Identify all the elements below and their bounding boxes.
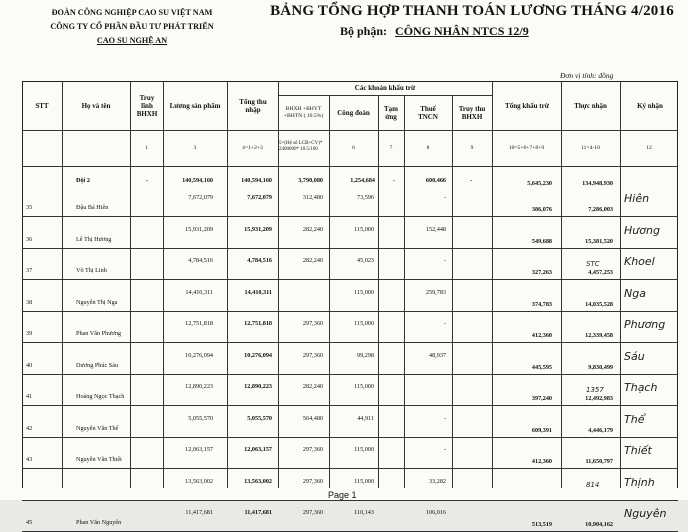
row-name: Đậu Bá Hiên bbox=[76, 204, 109, 211]
index-thuc-nhan: 11=4-10 bbox=[581, 144, 600, 151]
signature: Hiên bbox=[624, 192, 650, 205]
row-tong-thu-nhap: 7,672,079 bbox=[247, 194, 272, 201]
department-line bbox=[340, 24, 529, 39]
grid-line bbox=[62, 81, 63, 489]
header-cong-doan: Công đoàn bbox=[337, 108, 370, 117]
row-tong-khau-tru: 412,360 bbox=[531, 332, 552, 339]
row-cong-doan: 45,023 bbox=[356, 257, 374, 264]
row-bhxh: 282,240 bbox=[302, 257, 323, 264]
grid-line bbox=[22, 248, 678, 249]
row-thue: - bbox=[443, 257, 446, 264]
row-stt: 41 bbox=[26, 393, 33, 400]
signature: Thể bbox=[624, 412, 645, 426]
row-tong-khau-tru: 374,783 bbox=[531, 300, 552, 308]
row-stt: 42 bbox=[26, 424, 33, 432]
grid-line bbox=[22, 311, 678, 312]
department-label: Bộ phận: bbox=[340, 24, 388, 38]
row-name: Lê Thị Hương bbox=[76, 235, 112, 243]
grid-line bbox=[22, 166, 678, 167]
grid-line bbox=[22, 405, 678, 406]
row-bhxh: 297,360 bbox=[302, 351, 323, 359]
row-name: Hoàng Ngọc Thạch bbox=[76, 393, 125, 400]
row-luong-san-pham: 12,063,157 bbox=[185, 446, 213, 453]
row-stt: 40 bbox=[26, 361, 33, 369]
row-thuc-nhan: 7,286,003 bbox=[588, 206, 613, 213]
index-luong-san-pham: 3 bbox=[193, 144, 197, 151]
signature: Khoel bbox=[624, 255, 655, 268]
signature: Thiết bbox=[624, 444, 652, 457]
index-tam-ung: 7 bbox=[389, 144, 393, 151]
index-thue: 8 bbox=[426, 144, 430, 151]
signature: Nga bbox=[624, 286, 646, 300]
team-tong-thu-nhap: 140,594,160 bbox=[241, 177, 272, 184]
row-luong-san-pham: 5,055,570 bbox=[188, 414, 213, 422]
grid-line bbox=[22, 216, 678, 217]
row-tong-thu-nhap: 10,276,094 bbox=[244, 351, 272, 359]
row-thuc-nhan: 12,339,458 bbox=[585, 332, 613, 339]
signature: Nguyên bbox=[624, 507, 667, 520]
row-thuc-nhan: 10,904,162 bbox=[585, 521, 613, 528]
department-value: CÔNG NHÂN NTCS 12/9 bbox=[395, 24, 529, 38]
row-bhxh: 297,360 bbox=[302, 446, 323, 453]
index-tong-thu-nhap: 4=1+2+3 bbox=[242, 144, 263, 151]
row-luong-san-pham: 12,890,223 bbox=[185, 383, 213, 390]
handwritten-note: STC bbox=[586, 260, 600, 268]
row-cong-doan: 115,000 bbox=[354, 225, 374, 233]
row-luong-san-pham: 14,410,311 bbox=[185, 288, 213, 296]
row-thue: - bbox=[443, 194, 446, 201]
header-khau-tru-group: Các khoản khấu trừ bbox=[354, 84, 416, 92]
row-thuc-nhan: 11,650,797 bbox=[585, 458, 613, 465]
signature: Thịnh bbox=[624, 475, 655, 489]
row-luong-san-pham: 15,931,209 bbox=[185, 225, 213, 233]
index-truy-thu: 9 bbox=[470, 144, 474, 151]
currency-unit-note: Đơn vị tính: đồng bbox=[560, 71, 614, 80]
team-name: Đội 2 bbox=[76, 177, 90, 184]
header-ky-nhan: Ký nhận bbox=[637, 101, 663, 110]
row-stt: 37 bbox=[26, 267, 33, 274]
row-tong-thu-nhap: 5,055,570 bbox=[247, 414, 272, 422]
grid-line bbox=[22, 279, 678, 280]
row-bhxh: 297,360 bbox=[302, 509, 323, 516]
team-tam-ung: - bbox=[393, 177, 396, 184]
row-luong-san-pham: 10,276,094 bbox=[185, 351, 213, 359]
header-tong-khau-tru: Tổng khấu trừ bbox=[505, 101, 549, 110]
header-truy-linh: Truy lĩnh BHXH bbox=[136, 93, 158, 118]
handwritten-note: 814 bbox=[586, 480, 600, 489]
index-truy-linh: 1 bbox=[145, 144, 148, 151]
row-bhxh: 297,360 bbox=[302, 477, 323, 485]
signature: Thạch bbox=[624, 381, 658, 394]
row-tong-thu-nhap: 12,751,818 bbox=[244, 320, 272, 327]
row-thue: - bbox=[443, 446, 446, 453]
header-tong-thu-nhap: Tổng thu nhập bbox=[239, 97, 267, 114]
organization-header bbox=[22, 6, 242, 48]
row-bhxh: 297,360 bbox=[302, 320, 323, 327]
row-stt: 36 bbox=[26, 235, 33, 243]
row-luong-san-pham: 4,784,516 bbox=[188, 257, 213, 264]
header-tam-ung: Tạm ứng bbox=[384, 104, 398, 121]
row-cong-doan: 115,000 bbox=[354, 320, 374, 327]
grid-line bbox=[22, 468, 678, 469]
row-name: Dương Phúc Sáu bbox=[76, 361, 119, 369]
row-thue: 106,016 bbox=[425, 509, 446, 516]
row-luong-san-pham: 7,672,079 bbox=[188, 194, 213, 201]
row-tong-khau-tru: 412,360 bbox=[531, 458, 552, 465]
row-thuc-nhan: 15,381,520 bbox=[585, 237, 613, 245]
row-tong-thu-nhap: 14,410,311 bbox=[244, 288, 272, 296]
document-title: BẢNG TỔNG HỢP THANH TOÁN LƯƠNG THÁNG 4/2016 bbox=[270, 3, 674, 19]
row-thuc-nhan: 4,457,253 bbox=[588, 269, 613, 276]
org-line-3: CAO SU NGHỆ AN bbox=[96, 36, 168, 45]
row-bhxh: 282,240 bbox=[302, 383, 323, 390]
grid-line bbox=[22, 374, 678, 375]
org-line-1: ĐOÀN CÔNG NGHIỆP CAO SU VIỆT NAM bbox=[51, 8, 213, 17]
header-truy-thu: Truy thu BHXH bbox=[458, 104, 486, 121]
row-cong-doan: 115,000 bbox=[354, 288, 374, 296]
index-cong-doan: 6 bbox=[352, 144, 355, 151]
row-cong-doan: 73,596 bbox=[356, 194, 374, 201]
row-name: Nguyễn Văn Thiết bbox=[76, 456, 122, 463]
row-stt: 45 bbox=[26, 519, 33, 526]
row-stt: 39 bbox=[26, 330, 33, 337]
grid-line bbox=[22, 437, 678, 438]
team-cong-doan: 1,254,684 bbox=[350, 177, 375, 184]
row-thuc-nhan: 14,035,528 bbox=[585, 300, 613, 308]
header-thue: Thuế TNCN bbox=[418, 104, 438, 121]
row-cong-doan: 115,000 bbox=[354, 477, 374, 485]
org-line-2: CÔNG TY CỔ PHẦN ĐẦU TƯ PHÁT TRIỂN bbox=[50, 22, 214, 31]
row-cong-doan: 110,143 bbox=[354, 509, 374, 516]
header-stt: STT bbox=[35, 101, 49, 110]
row-thue: 152,448 bbox=[425, 225, 446, 233]
row-luong-san-pham: 12,751,818 bbox=[185, 320, 213, 327]
row-tong-thu-nhap: 13,563,002 bbox=[244, 477, 272, 485]
row-tong-khau-tru: 609,391 bbox=[531, 426, 552, 434]
signature: Sáu bbox=[624, 349, 645, 363]
row-name: Phan Văn Phương bbox=[76, 330, 122, 337]
row-name: Nguyễn Thị Nga bbox=[76, 298, 118, 306]
header-luong-san-pham: Lương sản phẩm bbox=[169, 101, 221, 110]
row-bhxh: 564,480 bbox=[302, 414, 323, 422]
row-bhxh: 282,240 bbox=[302, 225, 323, 233]
row-thuc-nhan: 9,830,499 bbox=[588, 363, 613, 371]
header-thuc-nhan: Thực nhận bbox=[574, 101, 607, 110]
row-cong-doan: 44,911 bbox=[357, 414, 374, 422]
row-tong-khau-tru: 397,240 bbox=[531, 395, 552, 402]
team-tong-khau-tru: 5,645,230 bbox=[527, 180, 552, 187]
row-cong-doan: 115,000 bbox=[354, 383, 374, 390]
index-bhxh: 5=(Hệ số LCB+CV)* 2400000* 10.5/100 bbox=[279, 141, 323, 152]
row-tong-thu-nhap: 15,931,209 bbox=[244, 225, 272, 233]
row-name: Phan Văn Nguyên bbox=[76, 519, 122, 526]
row-tong-khau-tru: 513,519 bbox=[531, 521, 552, 528]
row-luong-san-pham: 13,563,002 bbox=[185, 477, 213, 485]
row-tong-thu-nhap: 12,063,157 bbox=[244, 446, 272, 453]
row-stt: 43 bbox=[26, 456, 33, 463]
row-tong-thu-nhap: 12,890,223 bbox=[244, 383, 272, 390]
page-number: Page 1 bbox=[328, 490, 357, 500]
index-ky-nhan: 12 bbox=[646, 144, 652, 151]
team-luong-san-pham: 140,594,160 bbox=[182, 177, 213, 184]
row-tong-thu-nhap: 4,784,516 bbox=[247, 257, 272, 264]
row-tong-khau-tru: 327,263 bbox=[531, 269, 552, 276]
row-cong-doan: 99,298 bbox=[356, 351, 374, 359]
signature: Hương bbox=[624, 223, 660, 237]
row-stt: 38 bbox=[26, 298, 33, 306]
row-bhxh: 312,480 bbox=[302, 194, 323, 201]
team-truy-linh: - bbox=[146, 177, 149, 184]
row-thue: 259,783 bbox=[425, 288, 446, 296]
team-bhxh: 3,790,080 bbox=[298, 177, 323, 184]
row-name: Võ Thị Linh bbox=[76, 267, 107, 274]
row-thue: - bbox=[443, 414, 446, 422]
index-tong-khau-tru: 10=5+6+7+8+9 bbox=[508, 144, 545, 151]
row-thuc-nhan: 12,492,983 bbox=[585, 395, 613, 402]
header-name: Họ và tên bbox=[81, 101, 111, 110]
row-thue: 33,282 bbox=[428, 477, 446, 485]
handwritten-note: 1357 bbox=[586, 386, 604, 394]
row-tong-thu-nhap: 11,417,681 bbox=[244, 509, 272, 516]
row-stt: 35 bbox=[26, 204, 33, 211]
row-thue: - bbox=[443, 320, 446, 327]
row-tong-khau-tru: 445,595 bbox=[531, 363, 552, 371]
row-thue: 48,937 bbox=[428, 351, 446, 359]
team-thuc-nhan: 134,948,930 bbox=[582, 180, 613, 187]
row-cong-doan: 115,000 bbox=[354, 446, 374, 453]
row-thuc-nhan: 4,446,179 bbox=[588, 426, 613, 434]
row-luong-san-pham: 11,417,681 bbox=[185, 509, 213, 516]
row-name: Nguyễn Văn Thể bbox=[76, 424, 119, 432]
signature: Phương bbox=[624, 318, 666, 331]
row-tong-khau-tru: 549,688 bbox=[531, 237, 552, 245]
team-thue: 600,466 bbox=[425, 177, 446, 184]
team-truy-thu: - bbox=[470, 177, 473, 184]
header-bhxh: BHXH +BHYT +BHTN ( 10.5%) bbox=[283, 106, 324, 119]
row-tong-khau-tru: 386,076 bbox=[531, 206, 552, 213]
grid-line bbox=[22, 342, 678, 343]
